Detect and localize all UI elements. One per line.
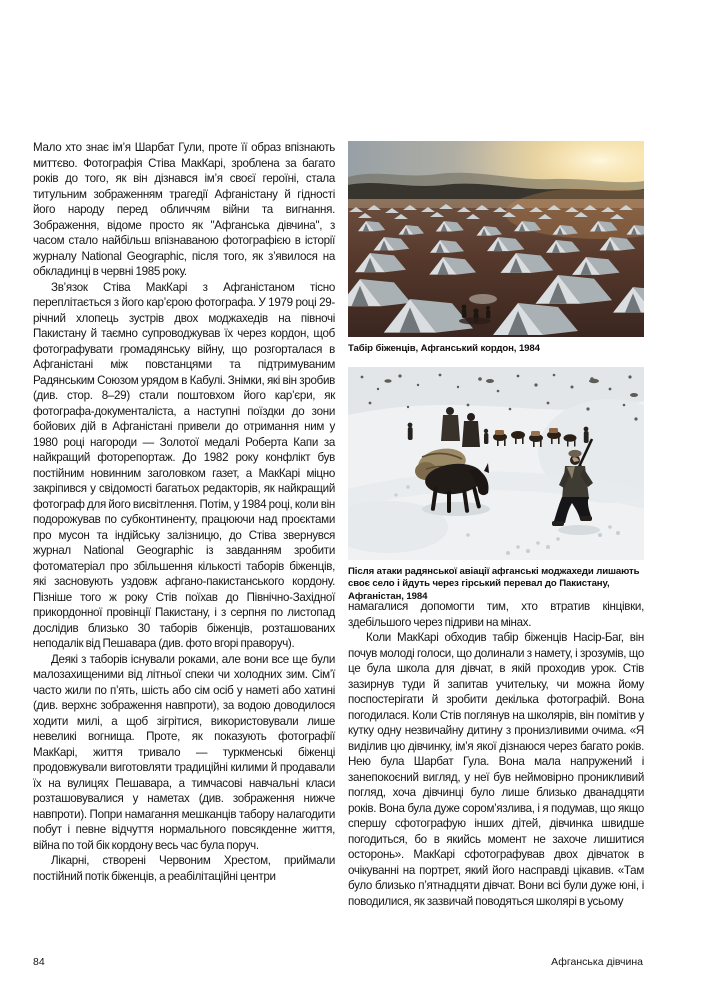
paragraph: Мало хто знає ім’я Шарбат Гули, проте її образ впізнають миттєво. Фотографія Стіва МакКарі, зроблена за багато років до того, як він дізнався ім’я своєї героїні, стала титульним зображенням трагедії Афганістану й гідності його народу перед обличчям війни та вигнання. Зображення, відоме просто як "Афганська дівчина", з часом стало найбільш впізнаваною фотографією в історії журналу National Geographic, після того, як з’явилося на обкладинці в червні 1985 року. (33, 141, 335, 278)
page-number: 84 (33, 956, 45, 968)
photo-snow-crossing (348, 367, 644, 560)
paragraph: Коли МакКарі обходив табір біженців Насір-Баг, він почув молоді голоси, що долинали з намету, і зрозумів, що це була школа для дівчат, в якій проходив урок. Стів зазирнув туди й запитав учительку, чи можна йому поспостерігати й зробити декілька фотографій. Вона погодилася. Коли Стів поглянув на школярів, він помітив у кутку одну незвичайну дитину з пронизливими очима. «Я виділив цю дівчинку, ім’я якої дізнаюся через багато років. Нею була Шарбат Гула. Вона мала напружений і занепокоєний вигляд, у неї був неймовірно проникливий погляд, хоча дівчинці було лише близько дванадцяти років. Вона була дуже сором’язлива, і я подумав, що якщо спершу сфотографую інших дітей, дівчинка швидше погодиться, бо в якийсь момент не захоче лишитися осторонь». МакКарі сфотографував двох дівчаток в очікуванні на портрет, який його насправді цікавив. «Там було близько п’ятнадцяти дівчат. Вони всі були дуже юні, і поводилися, як зазвичай поводяться школярі в усьому (348, 631, 644, 908)
photo-caption-snow-crossing: Після атаки радянської авіації афганські моджахеди лишають своє село і йдуть через гірський перевал до Пакистану, Афганістан, 1984 (348, 566, 640, 602)
refugee-camp-illustration (348, 141, 644, 337)
snow-crossing-illustration (348, 367, 644, 560)
photo-caption-refugee-camp: Табір біженців, Афганський кордон, 1984 (348, 343, 540, 354)
right-text-column (348, 599, 644, 909)
photo-refugee-camp (348, 141, 644, 337)
left-text-column (33, 140, 335, 884)
footer-section-title: Афганська дівчина (551, 956, 643, 968)
paragraph: Лікарні, створені Червоним Хрестом, приймали постійний потік біженців, а реабілітаційні центри (33, 854, 335, 883)
paragraph: намагалися допомогти тим, хто втратив кінцівки, здебільшого через підриви на мінах. (348, 600, 644, 629)
paragraph: Зв’язок Стіва МакКарі з Афганістаном тісно переплітається з його кар’єрою фотографа. У 1979 році 29-річний хлопець зустрів двох моджахедів на півночі Пакистану й таємно супроводжував їх через кордон, щоб фотографувати громадянську війну, що розгорталася в Афганістані між повстанцями та підтримуваним Радянським Союзом урядом в Кабулі. Знімки, які він зробив (див. стор. 8–29) стали поштовхом його кар’єри, як фотографа-документаліста, а наступні поїздки до зони бойових дій в Афганістані привели до отримання ним у 1980 році нагороди — Золотої медалі Роберта Капи за найкращий фоторепортаж. До 1982 року конфлікт був постійним новинним заголовком газет, а МакКарі міцно закріпився у свідомості багатьох редакторів, як найкращий фотограф для його висвітлення. Потім, у 1984 році, коли він подорожував по субконтиненту, працюючи над проєктами про мусон та індійську залізницю, до Стіва звернувся журнал National Geographic із завданням зробити фотоматеріал про збільшення кількості таборів біженців, які засновують уздовж афгано-пакистанського кордону. Пізніше того ж року Стів поїхав до Північно-Західної прикордонної провінції Пакистану, і з серпня по листопад дослідив близько 30 таборів біженців, розташованих неподалік від Пешавара (див. фото вгорі праворуч). (33, 280, 335, 650)
paragraph: Деякі з таборів існували роками, але вони все ще були малозахищеними від літньої спеки чи холодних зим. Сім’ї часто жили по п’ять, шість або сім осіб у наметі або хатині (див. верхнє зображення навпроти), за водою доводилося ходити милі, а щоб зігрітися, використовували лише невеликі вогнища. Проте, як показують фотографії МакКарі, життя тривало — туркменські біженці продовжували виготовляти традиційні килими й продавали їх на вулицях Пешавара, а тимчасові навчальні класи розташовувалися у наметах (див. зображення нижче навпроти). Попри намагання мешканців табору налагодити побут і певне відчуття нормального повсякденне життя, війна по той бік кордону весь час була поруч. (33, 652, 335, 852)
